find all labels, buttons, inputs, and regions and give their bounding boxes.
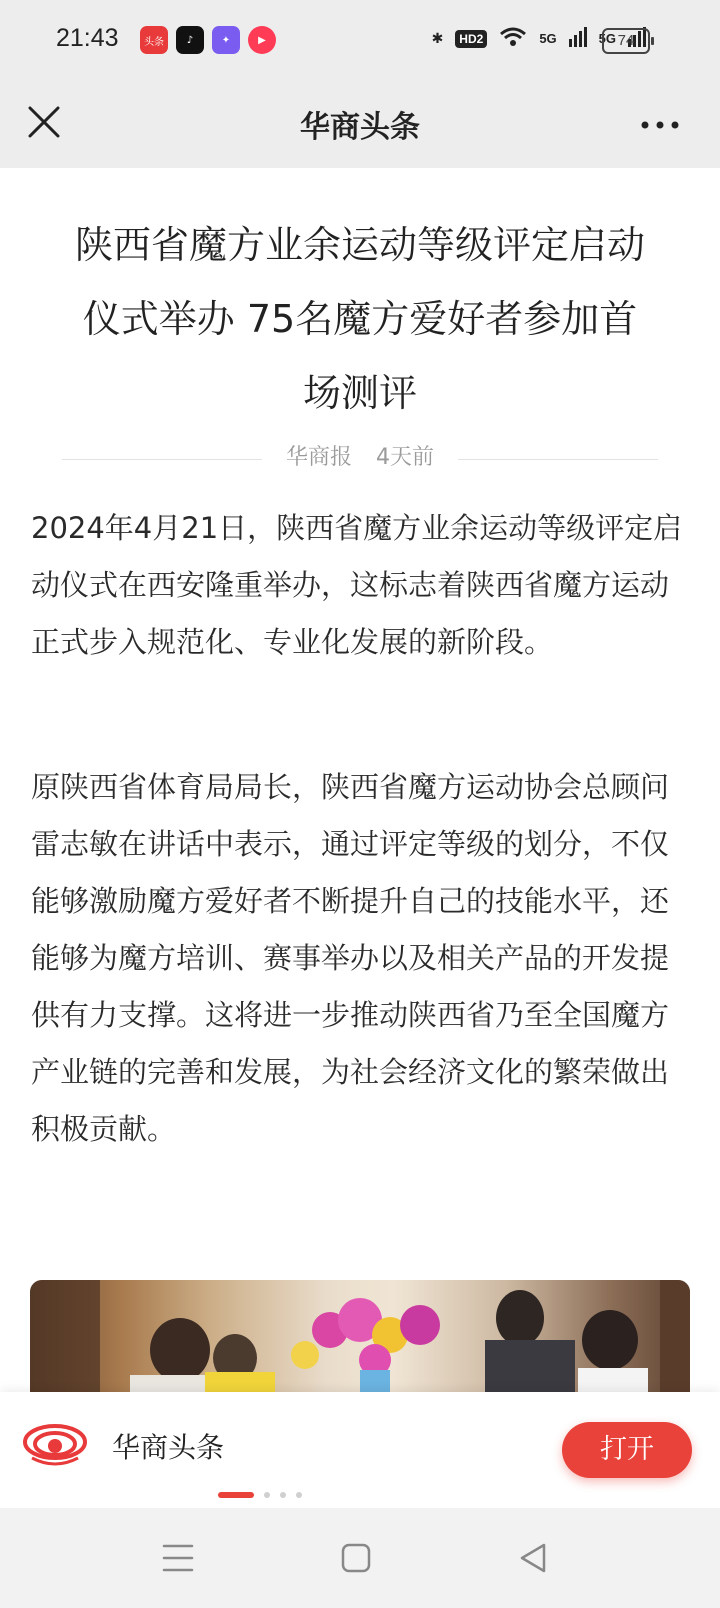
app-promo-banner <box>0 1392 720 1508</box>
menu-icon[interactable] <box>156 1536 200 1580</box>
more-icon[interactable] <box>640 110 680 131</box>
home-icon[interactable] <box>334 1536 378 1580</box>
toutiao-icon: 头条 <box>140 26 168 54</box>
back-icon[interactable] <box>512 1536 556 1580</box>
app-header <box>0 84 720 168</box>
page-indicator <box>218 1492 302 1498</box>
huashang-logo <box>22 1418 88 1468</box>
status-app-icons <box>140 26 276 54</box>
video-app-icon: ▶ <box>248 26 276 54</box>
article-time: 4天前 <box>376 445 434 470</box>
signal-5g-2: 5G <box>598 31 616 46</box>
banner-app-name: 华商头条 <box>112 1431 225 1464</box>
article-paragraph: 原陕西省体育局局长，陕西省魔方运动协会总顾问雷志敏在讲话中表示，通过评定等级的划分，不仅能够激励魔方爱好者不断提升自己的技能水平，还能够为魔方培训、赛事举办以及相关产品的开发提供有力支撑。这将进一步推动陕西省乃至全国魔方产业链的完善和发展，为社会经济文化的繁荣做出积极贡献。 <box>31 770 670 1146</box>
douyin-icon: ♪ <box>176 26 204 54</box>
hd-badge: HD2 <box>455 30 487 48</box>
article-source: 华商报 <box>285 445 352 470</box>
article-meta <box>0 440 720 471</box>
status-time: 21:43 <box>56 24 119 52</box>
wifi-icon <box>499 26 527 51</box>
signal-bars-icon <box>569 27 587 50</box>
bluetooth-icon: ✱ <box>431 30 444 46</box>
purple-app-icon: ✦ <box>212 26 240 54</box>
header-title: 华商头条 <box>300 110 420 145</box>
article-paragraph: 2024年4月21日，陕西省魔方业余运动等级评定启动仪式在西安隆重举办，这标志着陕西省魔方运动正式步入规范化、专业化发展的新阶段。 <box>31 511 683 659</box>
page-dot <box>296 1492 302 1498</box>
article-title: 陕西省魔方业余运动等级评定启动仪式举办 75名魔方爱好者参加首场测评 <box>74 223 645 415</box>
open-app-button[interactable]: 打开 <box>562 1422 692 1478</box>
page-dot-active <box>218 1492 254 1498</box>
status-bar <box>0 0 720 84</box>
article-photo[interactable] <box>30 1280 690 1400</box>
battery-indicator: 74 <box>602 28 650 54</box>
page-dot <box>264 1492 270 1498</box>
page-dot <box>280 1492 286 1498</box>
signal-5g-1: 5G <box>539 31 557 46</box>
system-nav-bar <box>0 1508 720 1608</box>
